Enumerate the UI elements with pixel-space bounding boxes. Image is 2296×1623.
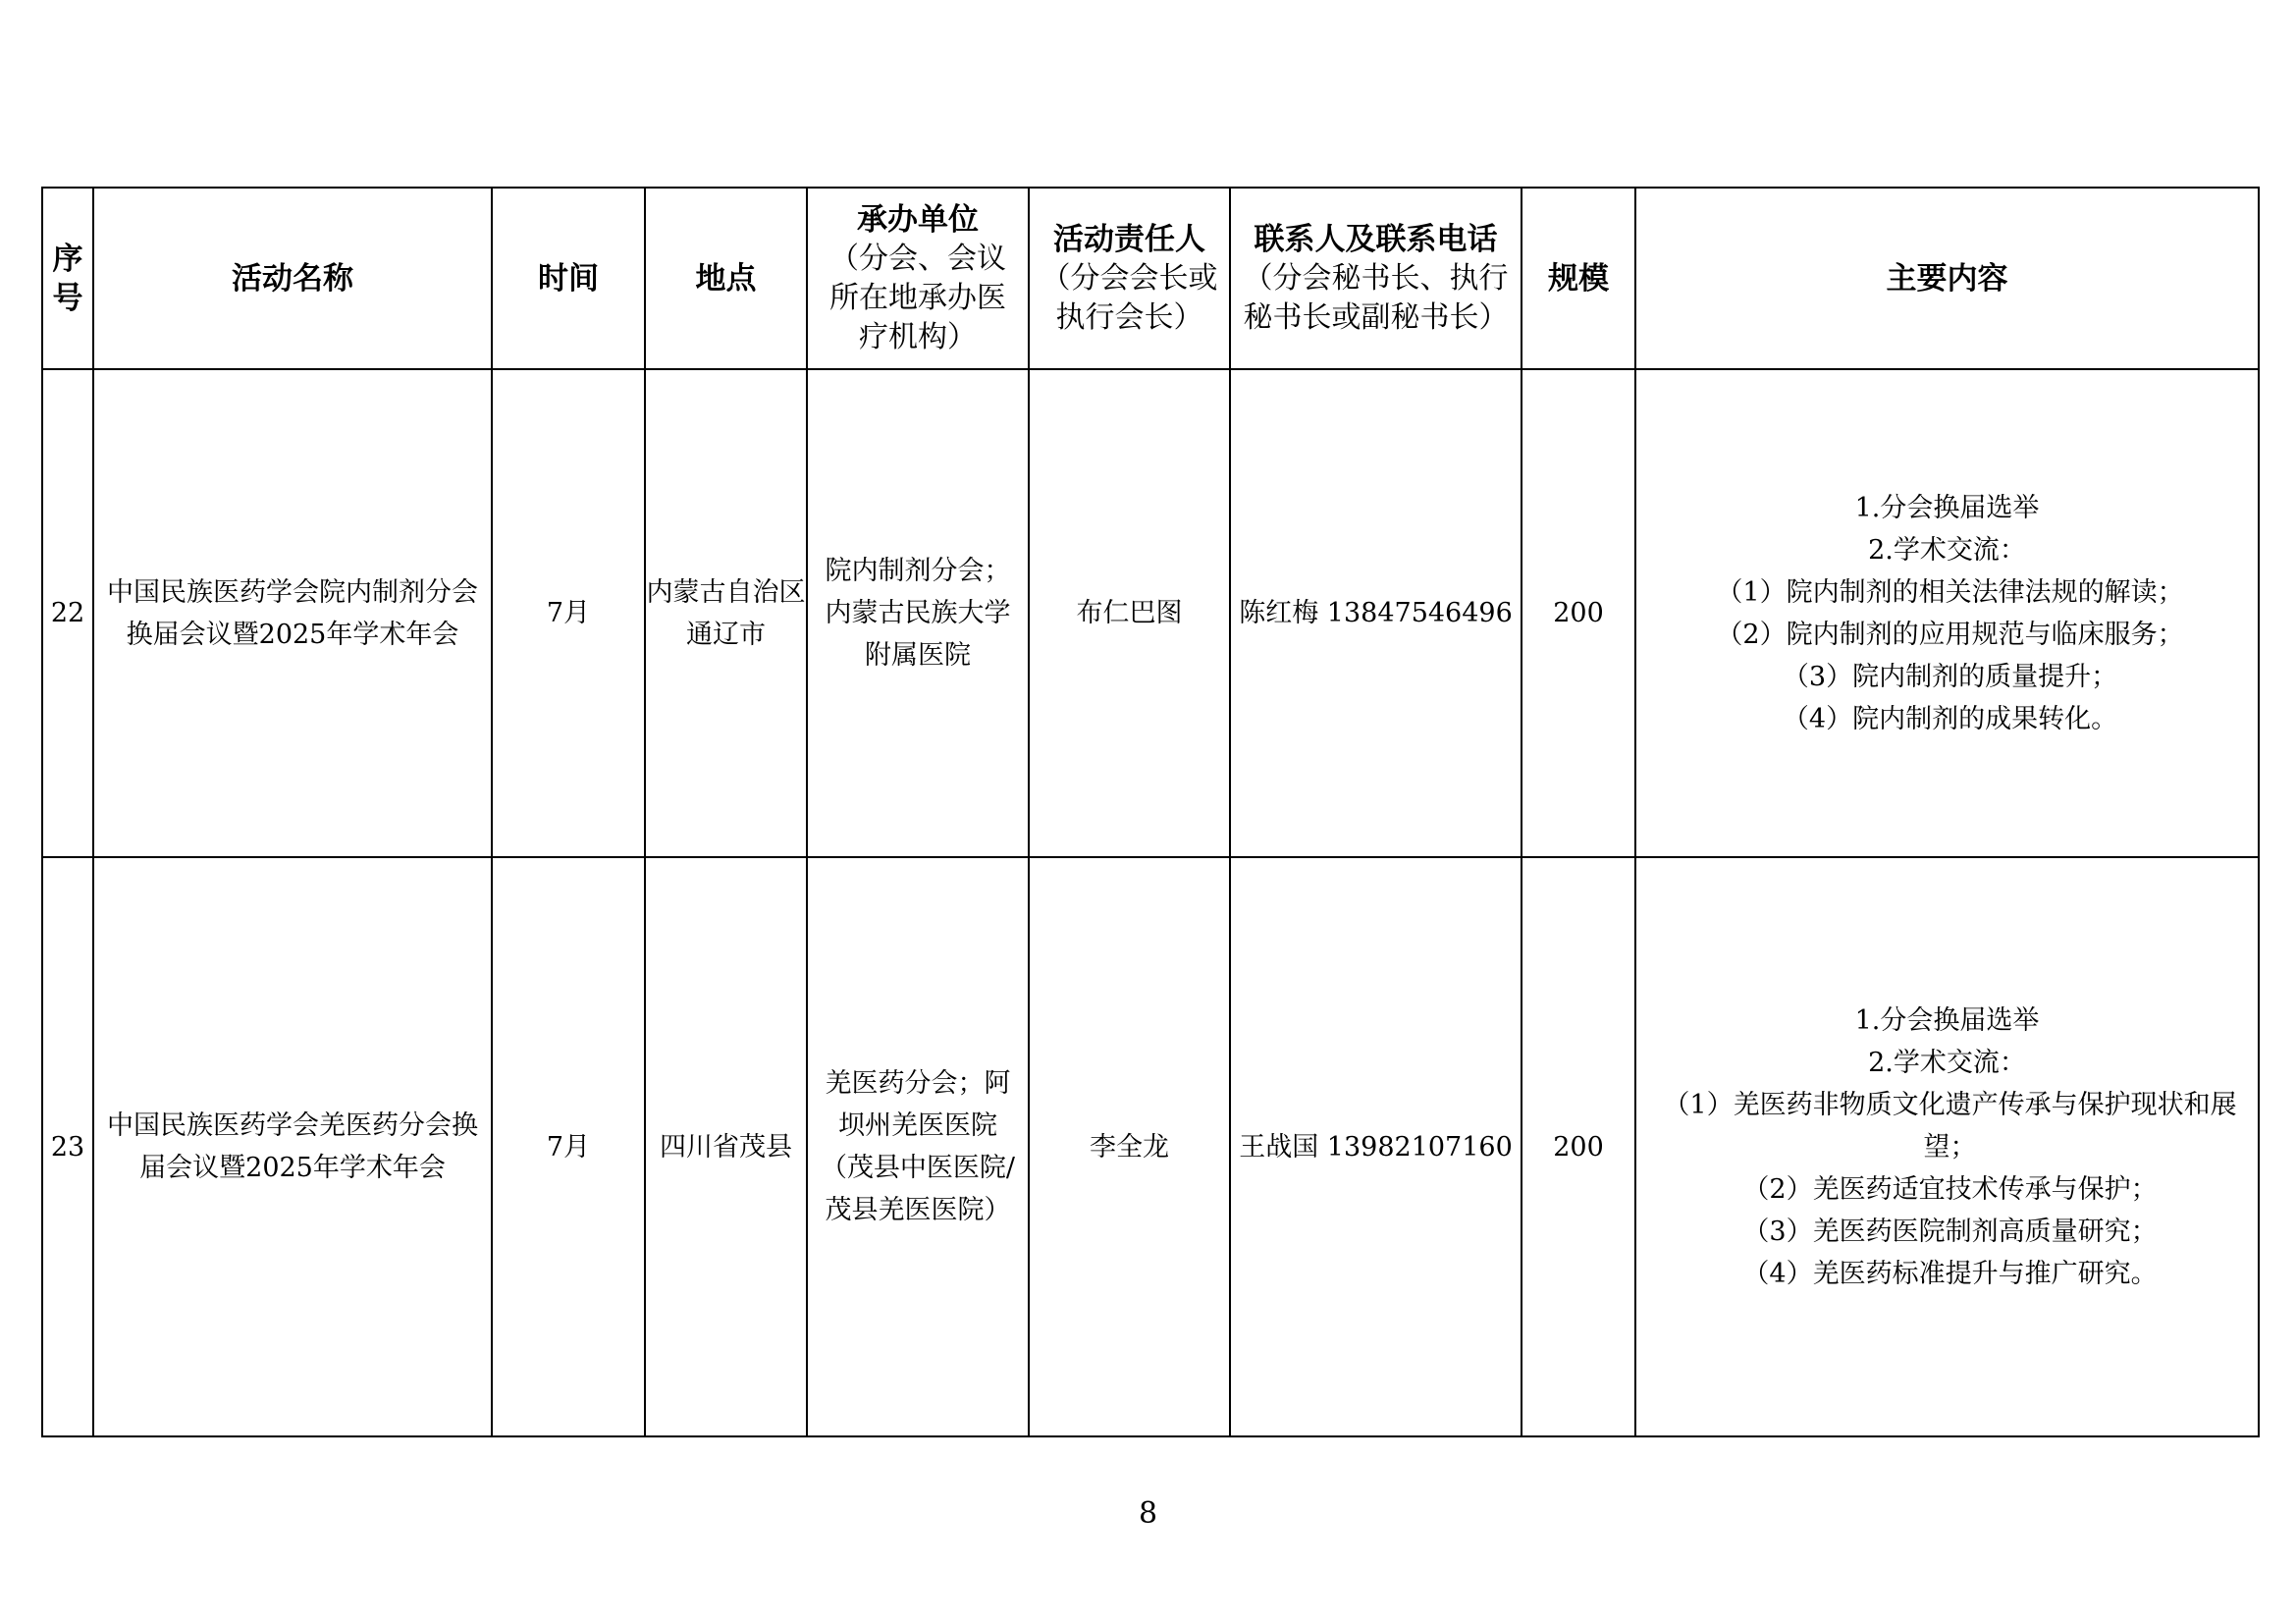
content-line: 1.分会换届选举: [1854, 492, 2040, 523]
header-place: 地点: [645, 188, 807, 369]
table-header-row: [42, 188, 2259, 369]
cell-place: 四川省茂县: [645, 857, 807, 1436]
header-unit-subtitle: （分会、会议所在地承办医疗机构）: [829, 241, 1006, 354]
cell-unit: [807, 857, 1029, 1436]
page-number: 8: [1138, 1496, 1158, 1531]
unit-line: 内蒙古民族大学: [825, 598, 1011, 628]
unit-line: 茂县羌医医院）: [825, 1195, 1011, 1225]
header-contact-subtitle: （分会秘书长、执行秘书长或副秘书长）: [1243, 260, 1509, 335]
header-leader: [1029, 188, 1230, 369]
unit-line: 院内制剂分会；: [825, 556, 1011, 586]
header-time: 时间: [492, 188, 645, 369]
table-row: [42, 369, 2259, 857]
unit-line: 附属医院: [865, 640, 971, 671]
unit-line: 羌医药分会；阿: [825, 1068, 1011, 1099]
cell-name: 中国民族医药学会院内制剂分会换届会议暨2025年学术年会: [93, 369, 492, 857]
cell-seq: 23: [42, 857, 93, 1436]
content-line: （1）羌医药非物质文化遗产传承与保护现状和展望；: [1663, 1089, 2237, 1163]
table-row: [42, 857, 2259, 1436]
content-line: （4）院内制剂的成果转化。: [1782, 703, 2118, 734]
cell-contact: 王战国 13982107160: [1230, 857, 1522, 1436]
content-line: 2.学术交流：: [1868, 534, 2026, 566]
content-line: （3）院内制剂的质量提升；: [1782, 661, 2118, 692]
header-scale: 规模: [1522, 188, 1635, 369]
header-contact-title: 联系人及联系电话: [1254, 221, 1498, 257]
cell-time: 7月: [492, 369, 645, 857]
header-content: 主要内容: [1635, 188, 2259, 369]
header-unit: [807, 188, 1029, 369]
cell-place: 内蒙古自治区通辽市: [645, 369, 807, 857]
header-unit-title: 承办单位: [857, 201, 979, 238]
content-line: （3）羌医药医院制剂高质量研究；: [1742, 1216, 2158, 1247]
unit-line: （茂县中医医院/: [820, 1153, 1016, 1183]
content-line: （1）院内制剂的相关法律法规的解读；: [1716, 576, 2184, 608]
unit-line: 坝州羌医医院: [838, 1110, 997, 1141]
cell-leader: 李全龙: [1029, 857, 1230, 1436]
header-name: 活动名称: [93, 188, 492, 369]
header-leader-title: 活动责任人: [1053, 221, 1205, 257]
content-line: 2.学术交流：: [1868, 1047, 2026, 1078]
activity-table: [41, 187, 2260, 1437]
header-contact: [1230, 188, 1522, 369]
cell-leader: 布仁巴图: [1029, 369, 1230, 857]
header-leader-subtitle: （分会会长或执行会长）: [1041, 260, 1218, 335]
header-seq: 序号: [42, 188, 93, 369]
cell-time: 7月: [492, 857, 645, 1436]
cell-contact: 陈红梅 13847546496: [1230, 369, 1522, 857]
cell-scale: 200: [1522, 369, 1635, 857]
content-line: （2）院内制剂的应用规范与临床服务；: [1716, 619, 2184, 650]
cell-content: [1635, 857, 2259, 1436]
content-line: （2）羌医药适宜技术传承与保护；: [1742, 1173, 2158, 1205]
cell-scale: 200: [1522, 857, 1635, 1436]
content-line: 1.分会换届选举: [1854, 1004, 2040, 1036]
cell-seq: 22: [42, 369, 93, 857]
cell-unit: [807, 369, 1029, 857]
cell-content: [1635, 369, 2259, 857]
content-line: （4）羌医药标准提升与推广研究。: [1742, 1258, 2158, 1289]
cell-name: 中国民族医药学会羌医药分会换届会议暨2025年学术年会: [93, 857, 492, 1436]
